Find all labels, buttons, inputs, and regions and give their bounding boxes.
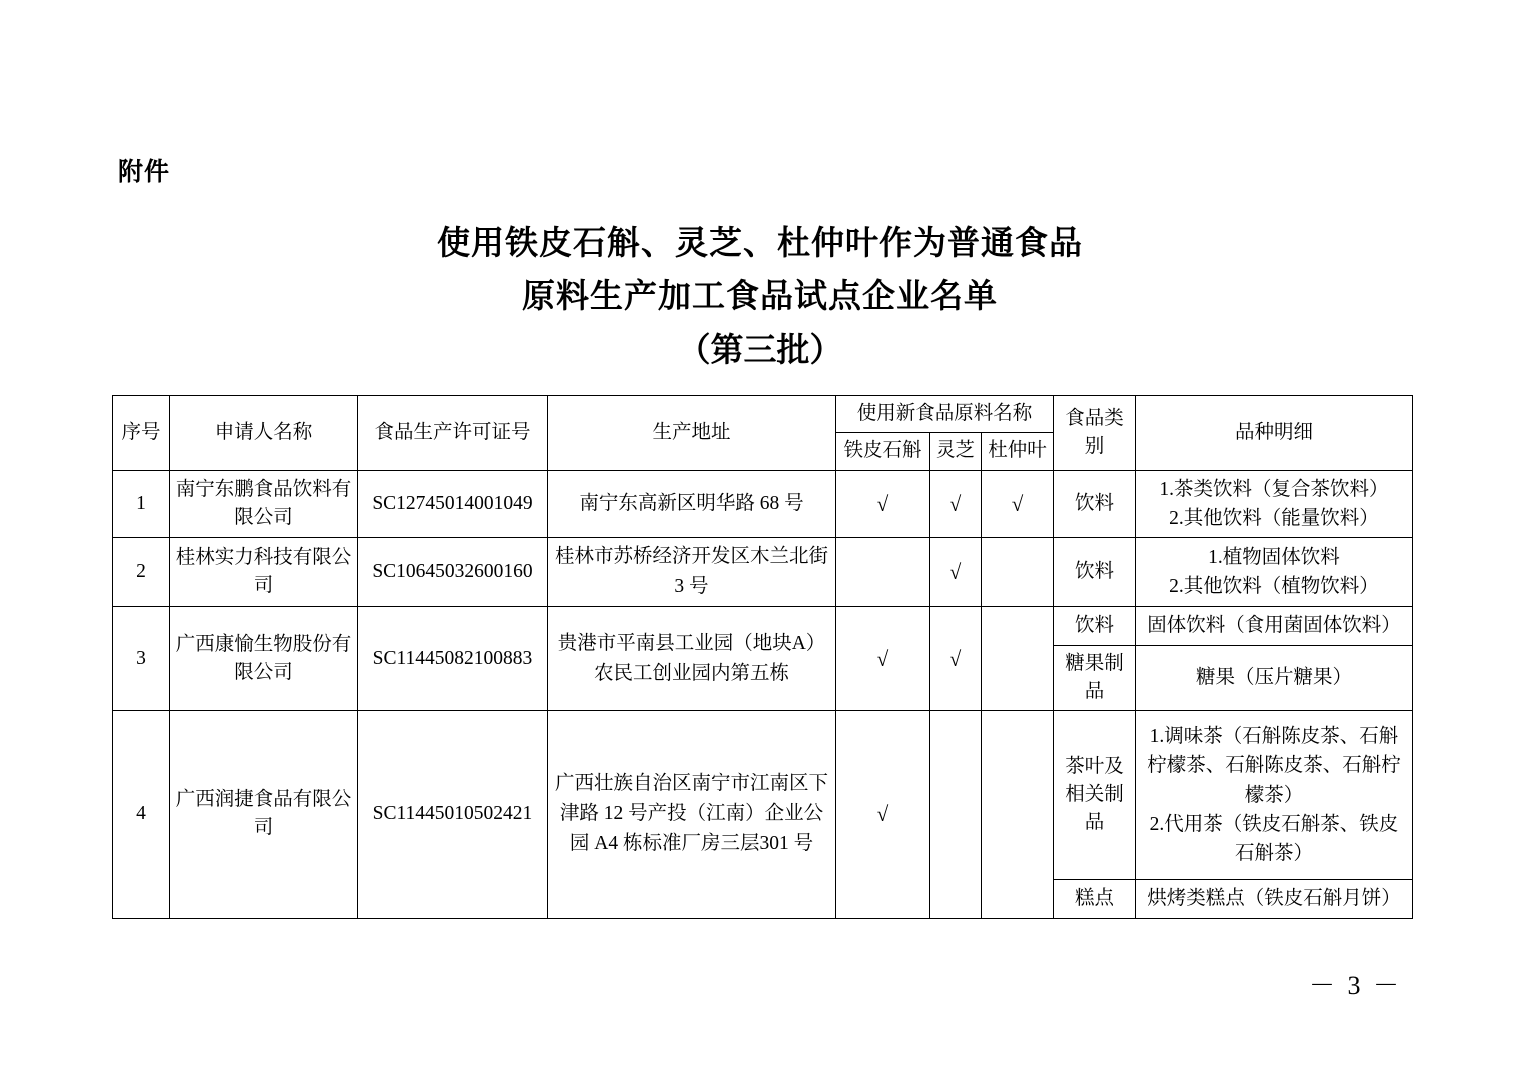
cell-address: 广西壮族自治区南宁市江南区下津路 12 号产投（江南）企业公园 A4 栋标准厂房三层301 号 [548,711,836,918]
cell-license: SC10645032600160 [358,538,548,607]
cell-seq: 1 [113,470,170,538]
cell-material-dendrobium: √ [836,607,930,711]
header-material-dendrobium: 铁皮石斛 [836,433,930,470]
cell-material-dendrobium [836,538,930,607]
header-new-material-group: 使用新食品原料名称 [836,396,1054,433]
cell-address: 桂林市苏桥经济开发区木兰北街 3 号 [548,538,836,607]
cell-seq: 2 [113,538,170,607]
title-line-2: 原料生产加工食品试点企业名单 [522,277,998,315]
cell-license: SC11445082100883 [358,607,548,711]
title-line-1: 使用铁皮石斛、灵芝、杜仲叶作为普通食品 [437,224,1083,261]
cell-applicant: 桂林实力科技有限公司 [170,538,358,607]
cell-food-category: 饮料 [1054,538,1136,607]
cell-material-eucommia: √ [982,470,1054,538]
cell-food-category: 饮料 [1054,607,1136,645]
cell-food-category: 糕点 [1054,880,1136,918]
cell-food-category: 茶叶及相关制品 [1054,711,1136,880]
cell-material-ganoderma: √ [930,538,982,607]
header-applicant: 申请人名称 [170,396,358,471]
cell-variety-detail: 1.茶类饮料（复合茶饮料） 2.其他饮料（能量饮料） [1136,470,1413,538]
header-food-category: 食品类别 [1054,396,1136,471]
enterprise-list-table [112,395,1413,919]
cell-variety-detail: 固体饮料（食用菌固体饮料） [1136,607,1413,645]
cell-applicant: 广西润捷食品有限公司 [170,711,358,918]
cell-material-dendrobium: √ [836,711,930,918]
header-variety-detail: 品种明细 [1136,396,1413,471]
table-row [113,711,1413,880]
cell-variety-detail: 糖果（压片糖果） [1136,645,1413,711]
cell-license: SC12745014001049 [358,470,548,538]
cell-food-category: 糖果制品 [1054,645,1136,711]
table-row [113,607,1413,645]
header-address: 生产地址 [548,396,836,471]
cell-material-ganoderma [930,711,982,918]
cell-license: SC11445010502421 [358,711,548,918]
cell-variety-detail: 烘烤类糕点（铁皮石斛月饼） [1136,880,1413,918]
table-header-row [113,396,1413,433]
cell-address: 南宁东高新区明华路 68 号 [548,470,836,538]
cell-material-ganoderma: √ [930,607,982,711]
header-seq: 序号 [113,396,170,471]
page-number: － 3 － [1308,971,1402,1000]
cell-address: 贵港市平南县工业园（地块A）农民工创业园内第五栋 [548,607,836,711]
cell-material-eucommia [982,711,1054,918]
cell-applicant: 广西康愉生物股份有限公司 [170,607,358,711]
table-row [113,538,1413,607]
cell-material-eucommia [982,607,1054,711]
cell-seq: 4 [113,711,170,918]
cell-variety-detail: 1.调味茶（石斛陈皮茶、石斛柠檬茶、石斛陈皮茶、石斛柠檬茶） 2.代用茶（铁皮石斛茶、铁皮石斛茶） [1136,711,1413,880]
table-row [113,470,1413,538]
cell-material-eucommia [982,538,1054,607]
cell-food-category: 饮料 [1054,470,1136,538]
header-material-eucommia: 杜仲叶 [982,433,1054,470]
header-license: 食品生产许可证号 [358,396,548,471]
page-title [160,216,1360,376]
cell-material-dendrobium: √ [836,470,930,538]
attachment-label: 附件 [118,158,171,186]
header-material-ganoderma: 灵芝 [930,433,982,470]
cell-seq: 3 [113,607,170,711]
title-line-3: （第三批） [677,330,843,368]
cell-applicant: 南宁东鹏食品饮料有限公司 [170,470,358,538]
cell-variety-detail: 1.植物固体饮料 2.其他饮料（植物饮料） [1136,538,1413,607]
cell-material-ganoderma: √ [930,470,982,538]
